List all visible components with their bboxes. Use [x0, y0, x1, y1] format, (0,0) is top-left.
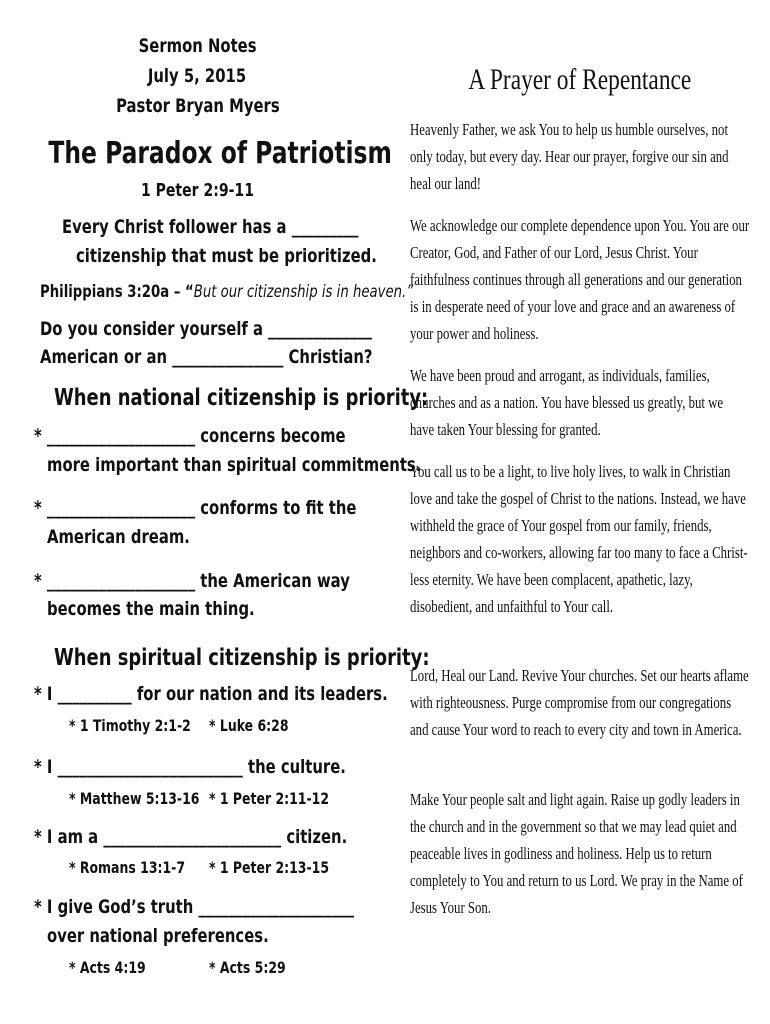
- spiritual-point-1-ref-b: * Luke 6:28: [209, 716, 289, 735]
- spiritual-point-3-ref-b: * 1 Peter 2:13-15: [209, 858, 330, 877]
- sermon-title: The Paradox of Patriotism: [48, 136, 392, 171]
- spiritual-point-3: * I am a ________________________ citizen.: [34, 826, 348, 848]
- intro-line-1: Every Christ follower has a _________: [62, 216, 359, 238]
- national-point-1-line-1: * ____________________ concerns become: [34, 425, 346, 447]
- spiritual-point-1-ref-a: * 1 Timothy 2:1-2: [69, 716, 191, 735]
- national-point-3-line-1: * ____________________ the American way: [34, 570, 350, 592]
- national-point-1-line-2: more important than spiritual commitments.: [47, 454, 422, 476]
- scripture-reference: 1 Peter 2:9-11: [140, 180, 255, 201]
- question-line-2: American or an _______________ Christian?: [40, 346, 373, 368]
- intro-line-2: citizenship that must be prioritized.: [76, 245, 377, 267]
- header-date: July 5, 2015: [148, 65, 247, 87]
- spiritual-point-3-ref-a: * Romans 13:1-7: [69, 858, 186, 877]
- prayer-paragraph-6: Make Your people salt and light again. Raise up godly leaders in the church and in the government so that we may lead quiet and peaceable lives in godliness and holiness. Help us to return completely to You and return to us Lord. We pray in the Name of Jesus Your Son.: [410, 790, 743, 917]
- spiritual-point-4-ref-b: * Acts 5:29: [209, 958, 286, 977]
- spiritual-point-4-line-1: * I give God’s truth _____________________: [34, 896, 355, 918]
- philippians-verse: Philippians 3:20a – “But our citizenship is in heaven.”: [40, 282, 414, 302]
- prayer-paragraph-3: We have been proud and arrogant, as individuals, families, churches and as a nation. You have blessed us greatly, but we have taken Your blessing for granted.: [410, 366, 724, 439]
- spiritual-point-2-ref-b: * 1 Peter 2:11-12: [209, 789, 330, 808]
- prayer-paragraph-5: Lord, Heal our Land. Revive Your churches. Set our hearts aflame with righteousness. Purge compromise from our congregations and cause Your word to reach to every city and town in America.: [410, 666, 749, 739]
- national-point-2-line-2: American dream.: [47, 526, 190, 548]
- prayer-paragraph-1: Heavenly Father, we ask You to help us humble ourselves, not only today, but every day. Hear our prayer, forgive our sin and heal our land!: [410, 120, 729, 193]
- prayer-column: [410, 0, 750, 1024]
- national-point-3-line-2: becomes the main thing.: [47, 598, 255, 620]
- national-point-2-line-1: * ____________________ conforms to fit the: [34, 497, 357, 519]
- header-pastor: Pastor Bryan Myers: [115, 95, 280, 117]
- spiritual-point-4-line-2: over national preferences.: [47, 925, 269, 947]
- header-line-1: Sermon Notes: [138, 35, 257, 57]
- spiritual-point-1: * I __________ for our nation and its leaders.: [34, 683, 388, 705]
- spiritual-point-4-ref-a: * Acts 4:19: [69, 958, 146, 977]
- section-heading-spiritual: When spiritual citizenship is priority:: [54, 645, 430, 671]
- prayer-paragraph-2: We acknowledge our complete dependence upon You. You are our Creator, God, and Father of our Lord, Jesus Christ. Your faithfulness continues through all generations and our generation is in desperate need of your love and grace and an awareness of your power and holiness.: [410, 216, 750, 343]
- spiritual-point-2: * I _________________________ the culture.: [34, 756, 346, 778]
- prayer-paragraph-4: You call us to be a light, to live holy lives, to walk in Christian love and take the gospel of Christ to the nations. Instead, we have withheld the grace of Your gospel from our family, friends, neighbors and co-workers, allowing far too many to face a Christ-less eternity. We have been complacent, apathetic, lazy, disobedient, and unfaithful to Your call.: [410, 462, 748, 616]
- prayer-title: A Prayer of Repentance: [468, 63, 692, 96]
- spiritual-point-2-ref-a: * Matthew 5:13-16: [69, 789, 200, 808]
- question-line-1: Do you consider yourself a ______________: [40, 318, 372, 340]
- section-heading-national: When national citizenship is priority:: [54, 385, 429, 411]
